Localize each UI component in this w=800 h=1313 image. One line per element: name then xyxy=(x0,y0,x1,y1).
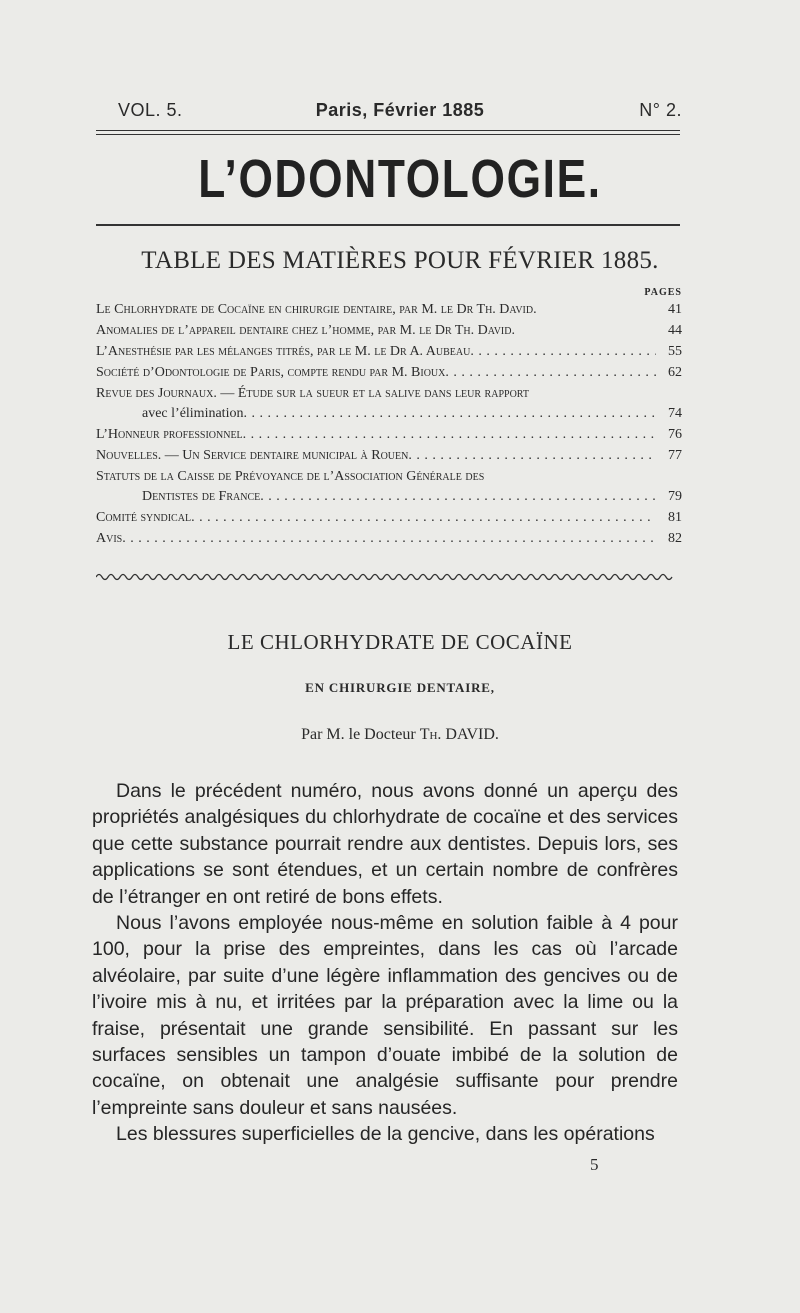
toc-leader xyxy=(260,487,656,507)
toc-entry-title: Comité syndical xyxy=(96,510,192,525)
toc-entry-page: 41 xyxy=(668,302,682,317)
toc-entry-title: Nouvelles. — Un Service dentaire municipal à Rouen xyxy=(96,448,409,463)
toc-entry-page: 44 xyxy=(668,323,682,338)
toc-entry xyxy=(96,363,682,383)
toc-entry xyxy=(96,425,682,445)
volume-label: VOL. 5. xyxy=(118,100,183,120)
toc-entry-title: Le Chlorhydrate de Cocaïne en chirurgie dentaire, par M. le Dr Th. David. xyxy=(96,302,537,317)
toc-entry-title: Statuts de la Caisse de Prévoyance de l’Association Générale des xyxy=(96,469,485,484)
toc-entry xyxy=(96,446,682,466)
toc-leader xyxy=(408,446,656,466)
toc-leader xyxy=(191,508,656,528)
article-title: LE CHLORHYDRATE DE COCAÏNE xyxy=(227,630,573,654)
toc-entry xyxy=(96,467,682,487)
toc-entry-page: 77 xyxy=(668,448,682,463)
title-rule xyxy=(96,224,680,226)
toc-entry xyxy=(96,529,682,549)
issue-number: N° 2. xyxy=(639,100,682,120)
header-rule-second xyxy=(96,134,680,135)
wavy-ornament-divider xyxy=(96,570,686,584)
toc-entry-title: Dentistes de France xyxy=(142,489,261,504)
toc-entry-page: 55 xyxy=(668,344,682,359)
body-paragraph: Les blessures superficielles de la gencive, dans les opérations xyxy=(116,1123,655,1146)
toc-entry xyxy=(96,508,682,528)
toc-entry-page: 76 xyxy=(668,427,682,442)
toc-leader xyxy=(445,363,656,383)
author-prefix: Par M. le Docteur xyxy=(301,726,416,743)
toc-entry xyxy=(96,384,682,404)
toc-entry-page: 74 xyxy=(668,406,682,421)
author-name: Th. DAVID. xyxy=(419,726,499,743)
toc-entry-page: 79 xyxy=(668,489,682,504)
article-body xyxy=(92,778,678,1148)
toc-entry-title: L’Anesthésie par les mélanges titrés, par le M. le Dr A. Aubeau xyxy=(96,344,471,359)
toc-pages-label: PAGES xyxy=(644,287,682,298)
header-rule-top xyxy=(96,130,680,131)
toc-entry xyxy=(96,342,682,362)
toc-heading: TABLE DES MATIÈRES POUR FÉVRIER 1885. xyxy=(141,247,659,274)
toc-leader xyxy=(243,425,656,445)
toc-leader xyxy=(243,404,656,424)
toc-entry-page: 81 xyxy=(668,510,682,525)
toc-leader xyxy=(470,342,656,362)
toc-entry-continuation xyxy=(96,487,682,507)
page-number: 5 xyxy=(590,1155,599,1174)
toc-leader xyxy=(122,529,656,549)
journal-title: L’ODONTOLOGIE. xyxy=(198,149,602,209)
toc-entry-title: Avis xyxy=(96,531,123,546)
toc-entry-page: 82 xyxy=(668,531,682,546)
toc-entry xyxy=(96,300,682,320)
toc-entry-continuation xyxy=(96,404,682,424)
toc-entry-title: L’Honneur professionnel xyxy=(96,427,243,442)
article-subtitle: EN CHIRURGIE DENTAIRE, xyxy=(305,680,495,695)
issue-date: Paris, Février 1885 xyxy=(315,100,485,120)
body-paragraph: Dans le précédent numéro, nous avons donné un aperçu des propriétés analgésiques du chlorhydrate de cocaïne et des services que cette substance pourrait rendre aux dentistes. Depuis lors, ses applications se sont étendues, et un certain nombre de confrères de l’étranger en ont retiré de bons effets. xyxy=(92,780,678,908)
toc-entry-title: Revue des Journaux. — Étude sur la sueur et la salive dans leur rapport xyxy=(96,386,529,401)
toc-entry-title: Société d’Odontologie de Paris, compte rendu par M. Bioux xyxy=(96,365,446,380)
article-author xyxy=(0,726,800,744)
toc-entry-title: Anomalies de l’appareil dentaire chez l’homme, par M. le Dr Th. David. xyxy=(96,323,515,338)
toc-entry-title: avec l’élimination xyxy=(142,406,244,421)
body-paragraph: Nous l’avons employée nous-même en solution faible à 4 pour 100, pour la prise des empreintes, dans les cas où l’arcade alvéolaire, par suite d’une légère inflammation des gencives ou de l’ivoire mis à nu, et irritées par la préparation avec la lime ou la fraise, présentait une grande sensibilité. En passant sur les surfaces sensibles un tampon d’ouate imbibé de la solution de cocaïne, on obtenait une analgésie suffisante pour prendre l’empreinte sans douleur et sans nausées. xyxy=(92,912,678,1119)
toc-entry-page: 62 xyxy=(668,365,682,380)
toc-entry xyxy=(96,321,682,341)
